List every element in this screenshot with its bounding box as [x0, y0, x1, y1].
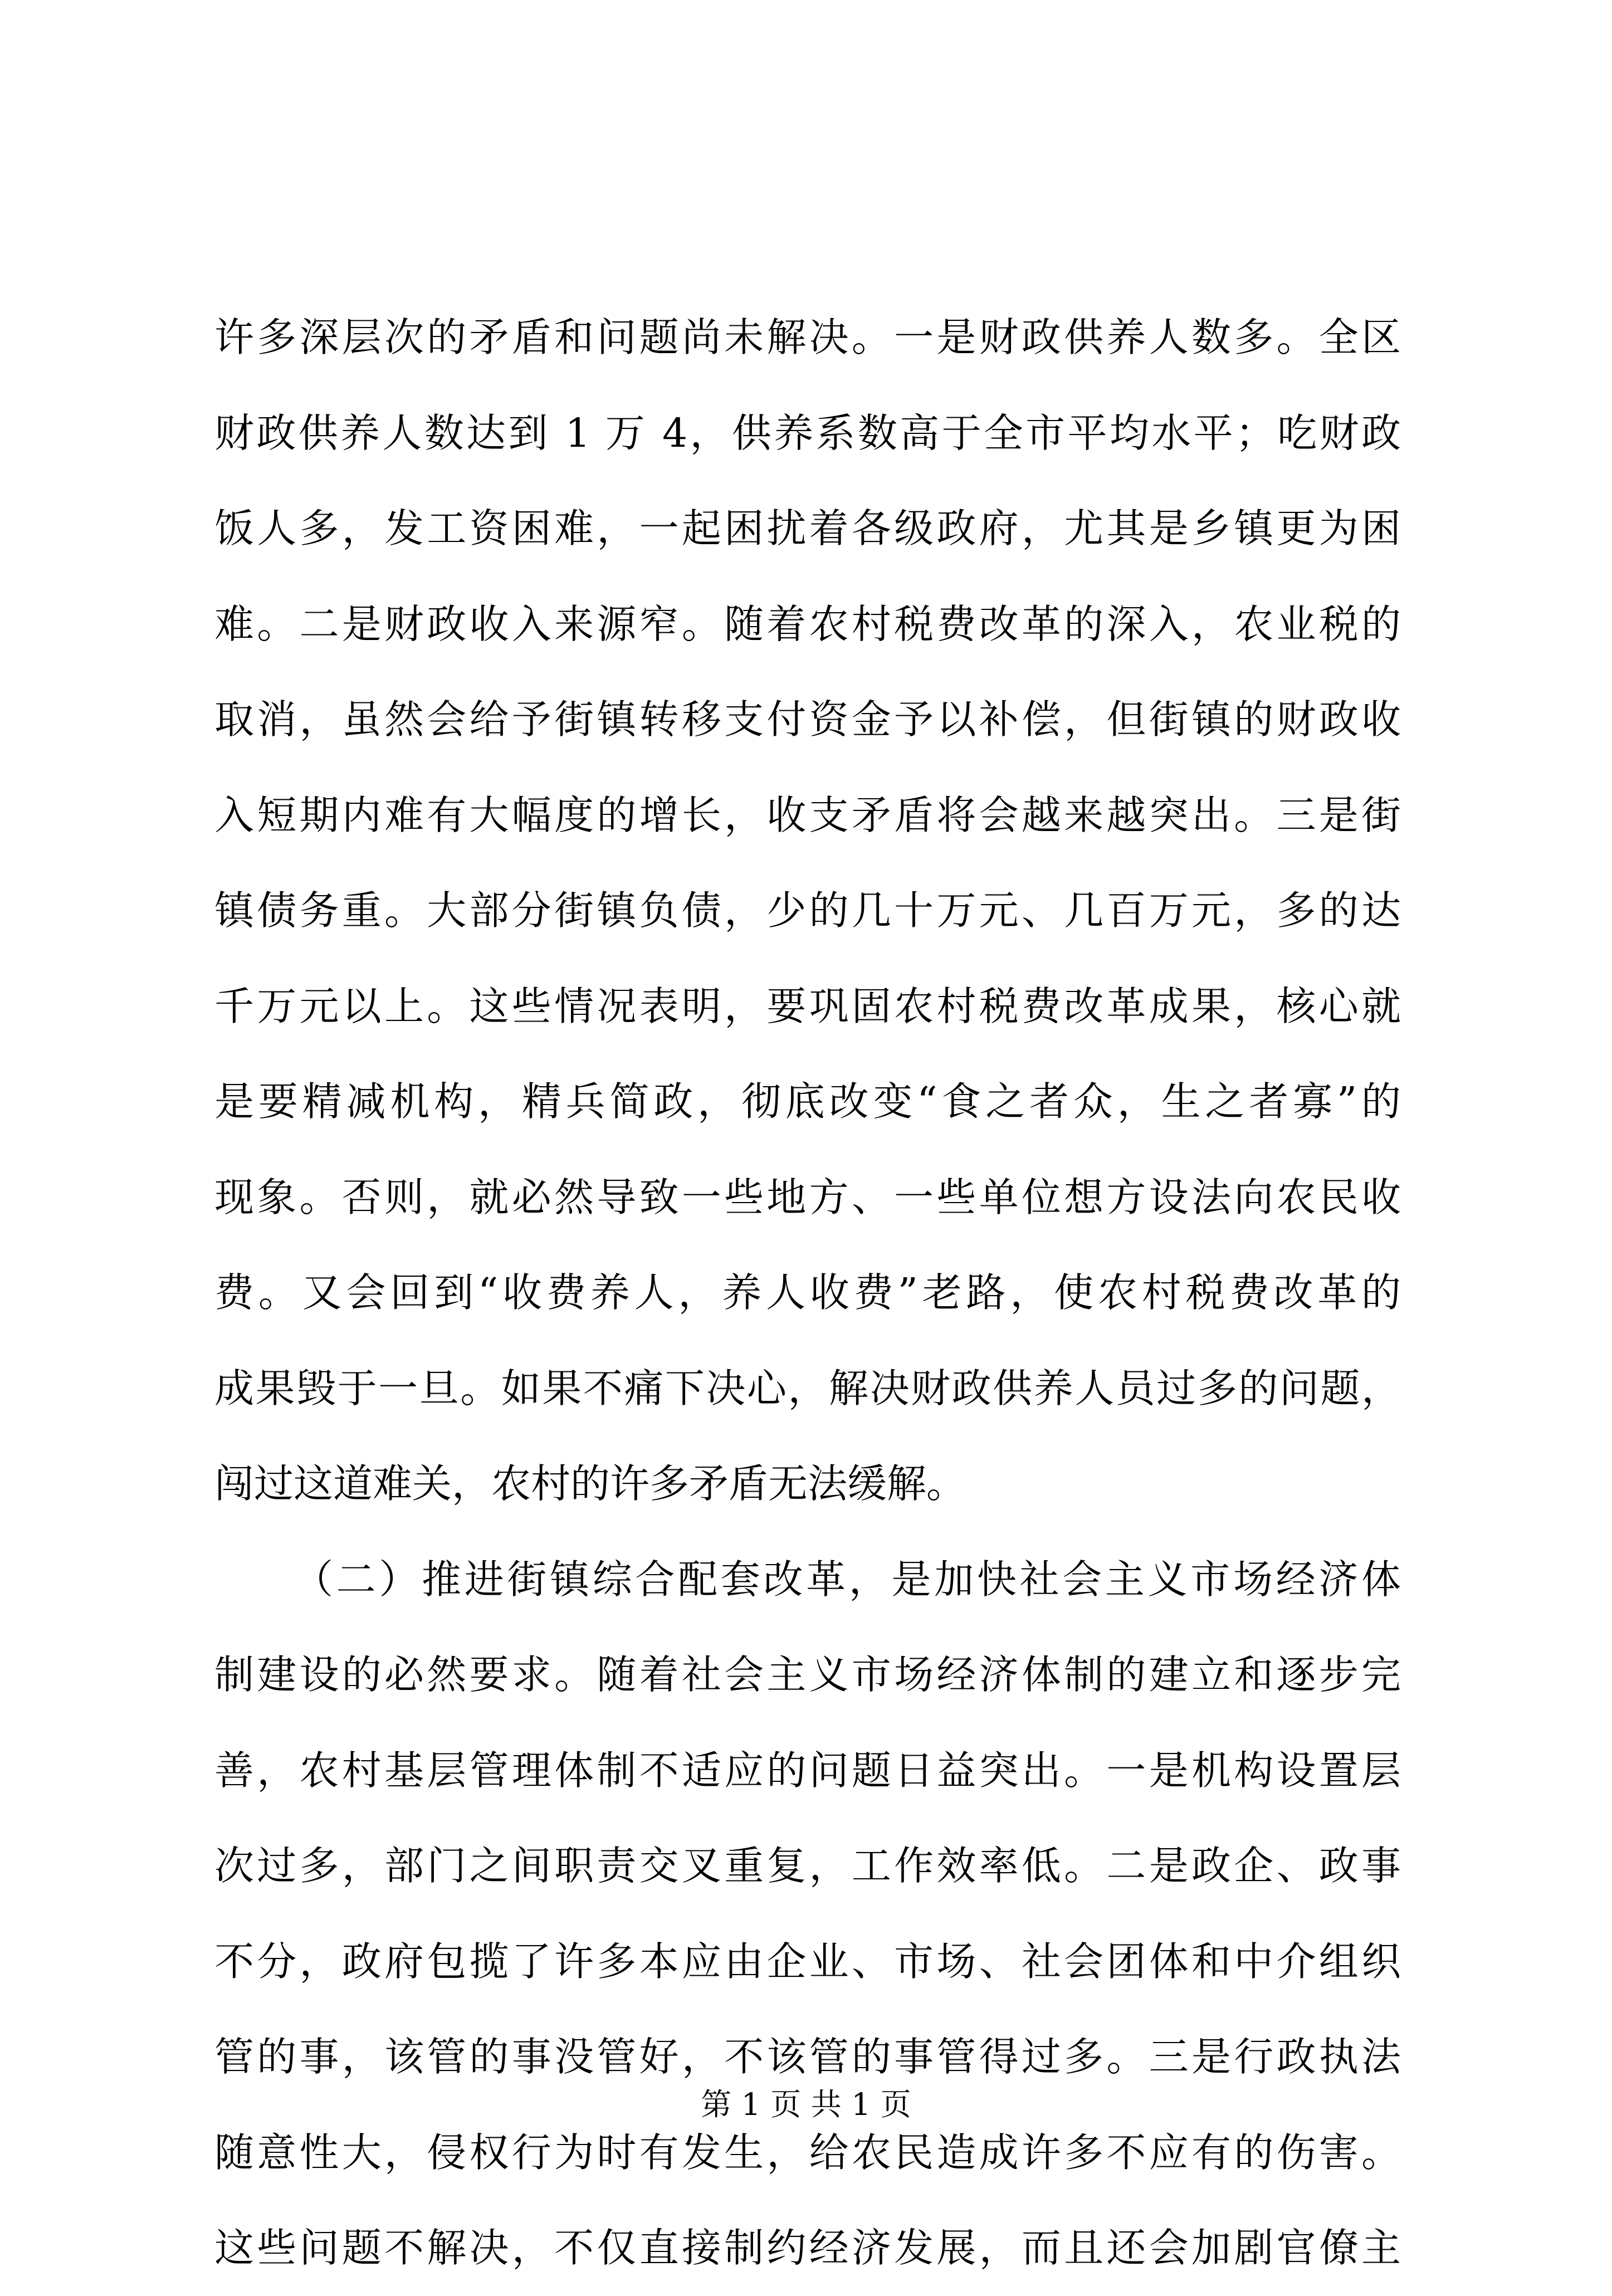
- text-line-1: 许多深层次的矛盾和问题尚未解决。一是财政供养人数多。全区: [214, 314, 1401, 360]
- text-line-19: 管的事，该管的事没管好，不该管的事管得过多。三是行政执法: [214, 2034, 1401, 2080]
- text-line-3: 饭人多，发工资困难，一起困扰着各级政府，尤其是乡镇更为困: [214, 505, 1401, 551]
- page-footer: [0, 2082, 1612, 2127]
- text-line-2: 财政供养人数达到 1 万 4，供养系数高于全市平均水平；吃财政: [214, 409, 1401, 456]
- text-line-17: 次过多，部门之间职责交叉重复，工作效率低。二是政企、政事: [214, 1843, 1401, 1889]
- text-line-18: 不分，政府包揽了许多本应由企业、市场、社会团体和中介组织: [214, 1938, 1401, 1985]
- text-line-8: 千万元以上。这些情况表明，要巩固农村税费改革成果，核心就: [214, 983, 1401, 1029]
- text-line-15: 制建设的必然要求。随着社会主义市场经济体制的建立和逐步完: [214, 1652, 1401, 1698]
- text-line-7: 镇债务重。大部分街镇负债，少的几十万元、几百万元，多的达: [214, 887, 1401, 934]
- text-line-5: 取消，虽然会给予街镇转移支付资金予以补偿，但街镇的财政收: [214, 696, 1401, 742]
- text-line-21: 这些问题不解决，不仅直接制约经济发展，而且还会加剧官僚主: [214, 2225, 1401, 2271]
- body-text: [214, 290, 1401, 2296]
- text-line-11: 费。又会回到“收费养人，养人收费”老路，使农村税费改革的: [214, 1269, 1401, 1316]
- text-line-10: 现象。否则，就必然导致一些地方、一些单位想方设法向农民收: [214, 1174, 1401, 1220]
- text-line-9: 是要精减机构，精兵简政，彻底改变“食之者众，生之者寡”的: [214, 1078, 1401, 1125]
- text-line-14: （二）推进街镇综合配套改革，是加快社会主义市场经济体: [294, 1556, 1401, 1603]
- text-line-12: 成果毁于一旦。如果不痛下决心，解决财政供养人员过多的问题，: [214, 1365, 1401, 1411]
- page-number-label: 第 1 页 共 1 页: [701, 2087, 911, 2122]
- text-line-4: 难。二是财政收入来源窄。随着农村税费改革的深入，农业税的: [214, 600, 1401, 647]
- text-line-6: 入短期内难有大幅度的增长，收支矛盾将会越来越突出。三是街: [214, 792, 1401, 838]
- text-line-16: 善，农村基层管理体制不适应的问题日益突出。一是机构设置层: [214, 1747, 1401, 1794]
- text-line-20: 随意性大，侵权行为时有发生，给农民造成许多不应有的伤害。: [214, 2129, 1401, 2176]
- text-line-13: 闯过这道难关，农村的许多矛盾无法缓解。: [214, 1460, 966, 1507]
